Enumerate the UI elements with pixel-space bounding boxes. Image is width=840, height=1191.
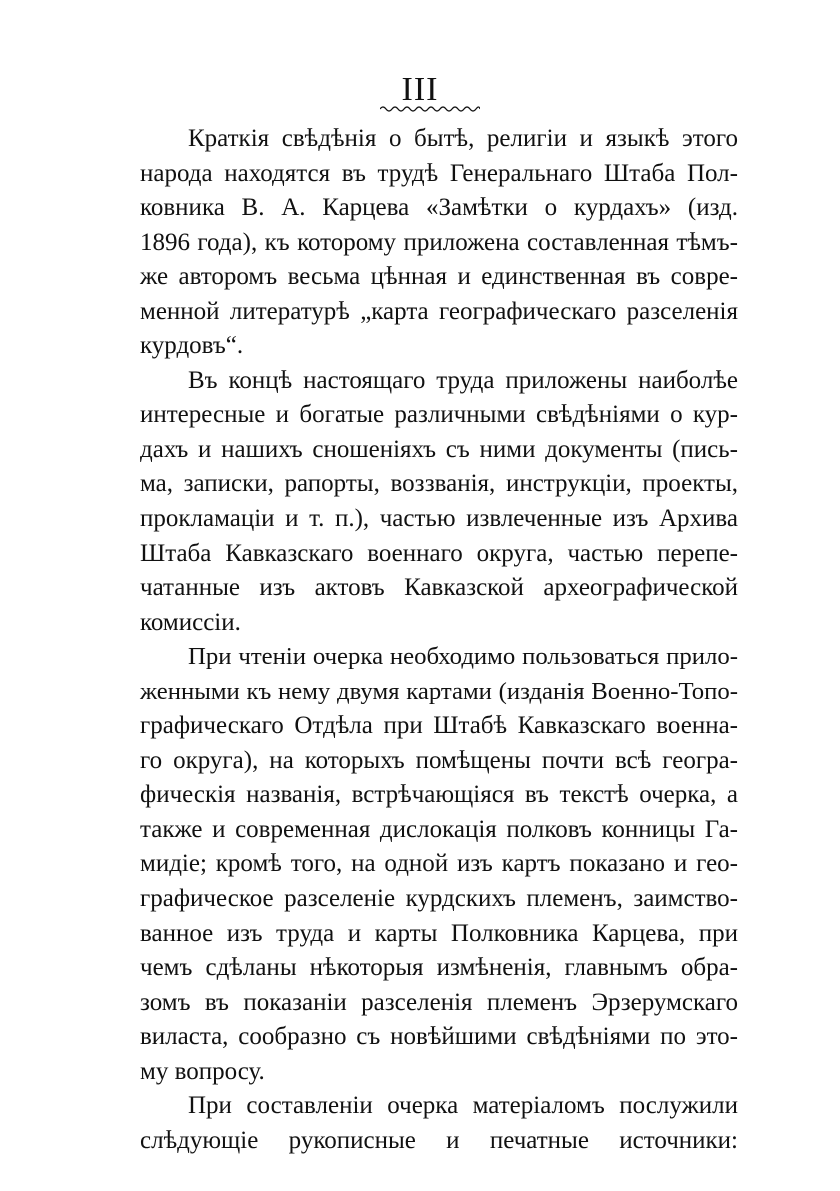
text-line: же авторомъ весьма цѣнная и единственная въ совре- — [140, 263, 738, 291]
text-line: дахъ и нашихъ сношеніяхъ съ ними документы (пись- — [140, 435, 738, 463]
paragraph — [140, 640, 738, 1089]
text-line: женными къ нему двумя картами (изданія Военно-Топо- — [140, 677, 738, 705]
text-line: слѣдующіе рукописные и печатные источники: — [140, 1126, 738, 1154]
text-line: 1896 года), къ которому приложена составленная тѣмъ- — [140, 228, 738, 256]
text-line: При составленіи очерка матеріаломъ послужили — [188, 1092, 738, 1120]
text-line: Штаба Кавказскаго военнаго округа, частью перепе- — [140, 539, 738, 567]
text-line: графическаго Отдѣла при Штабѣ Кавказскаго военна- — [140, 712, 738, 740]
text-line: курдовъ“. — [140, 332, 244, 360]
paragraph — [140, 122, 738, 364]
text-line: также и современная дислокація полковъ конницы Га- — [140, 815, 738, 843]
text-line: графическое разселеніе курдскихъ племенъ, заимство- — [140, 885, 738, 913]
page-number: III — [401, 71, 439, 108]
text-line: му вопросу. — [140, 1057, 265, 1085]
text-line: ковника В. А. Карцева «Замѣтки о курдахъ» (изд. — [140, 194, 738, 222]
text-line: зомъ въ показаніи разселенія племенъ Эрзерумскаго — [140, 988, 738, 1016]
paragraph — [140, 364, 738, 640]
text-line: При чтеніи очерка необходимо пользоваться прило- — [188, 643, 738, 671]
text-line: народа находятся въ трудѣ Генеральнаго Штаба Пол- — [140, 159, 738, 187]
wavy-rule-ornament — [380, 104, 480, 114]
body-text — [140, 122, 738, 1158]
text-line: виласта, сообразно съ новѣйшими свѣдѣніями по это- — [140, 1023, 738, 1051]
text-line: ма, записки, рапорты, воззванія, инструкціи, проекты, — [140, 470, 738, 498]
text-line: Краткія свѣдѣнія о бытѣ, религіи и языкѣ этого — [188, 125, 738, 152]
text-line: го округа), на которыхъ помѣщены почти всѣ геогра- — [140, 746, 738, 774]
text-line: чемъ сдѣланы нѣкоторыя измѣненія, главнымъ обра- — [140, 954, 738, 982]
text-line: менной литературѣ „карта географическаго разселенія — [140, 297, 738, 325]
text-line: мидіе; кромѣ того, на одной изъ картъ показано и гео- — [140, 850, 738, 878]
text-line: Въ концѣ настоящаго труда приложены наиболѣе — [188, 366, 738, 394]
text-line: комиссіи. — [140, 608, 241, 636]
paragraph — [140, 1089, 738, 1158]
text-line: прокламаціи и т. п.), частью извлеченные изъ Архива — [140, 505, 738, 533]
text-line: интересные и богатые различными свѣдѣніями о кур- — [140, 401, 738, 429]
text-line: ванное изъ труда и карты Полковника Карцева, при — [140, 919, 738, 947]
text-line: чатанные изъ актовъ Кавказской археографической — [140, 574, 738, 602]
text-line: фическія названія, встрѣчающіяся въ текстѣ очерка, а — [140, 781, 738, 809]
